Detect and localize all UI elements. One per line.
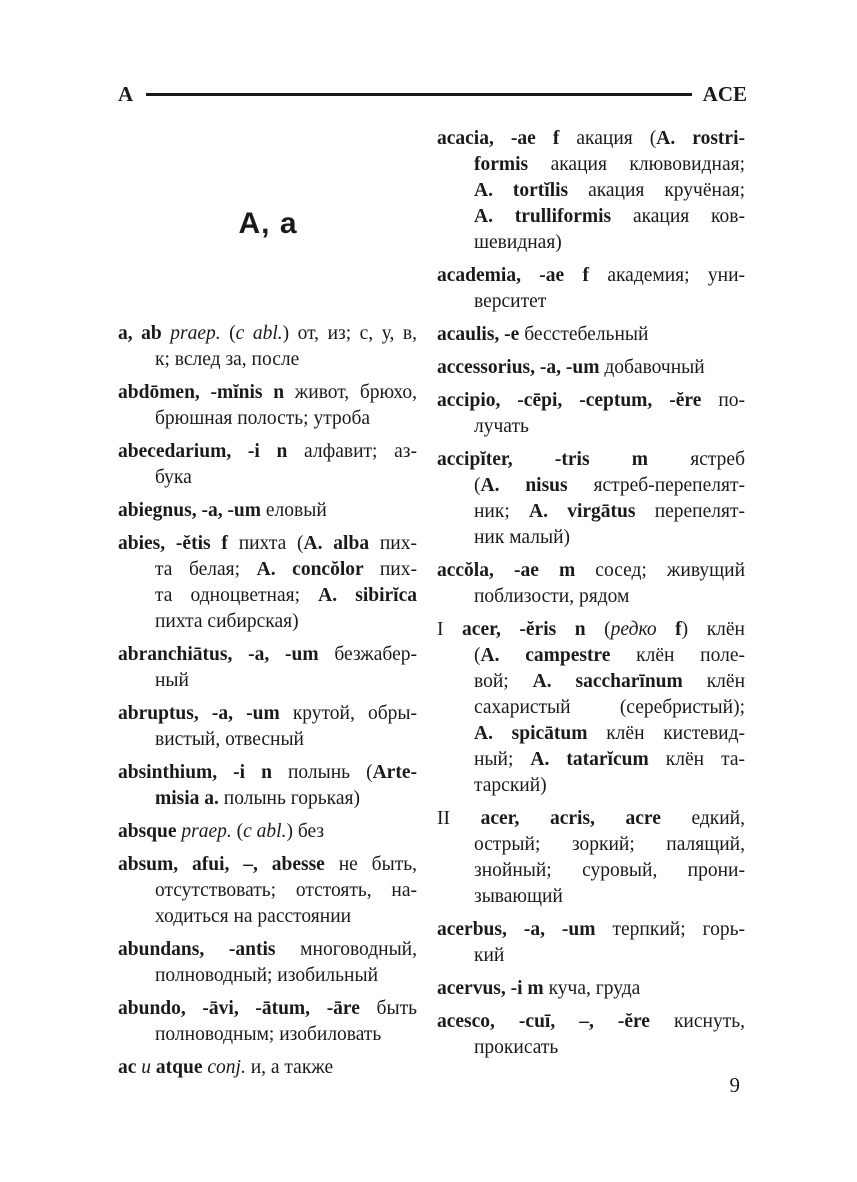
text-segment: misia a. [155, 788, 224, 809]
text-segment: abruptus, -a, -um [118, 703, 293, 724]
text-segment: I [437, 619, 463, 640]
text-segment: A. campestre [480, 645, 637, 666]
dictionary-entry [437, 917, 745, 969]
entry-line [437, 917, 745, 943]
text-segment: клён [706, 671, 745, 692]
entry-line [437, 1035, 745, 1061]
text-segment: acerbus, -a, -um [437, 919, 613, 940]
entry-line [437, 976, 745, 1002]
text-segment: abranchiātus, -a, -um [118, 644, 335, 665]
text-segment: живот, брюхо, [294, 382, 417, 403]
entry-line [437, 806, 745, 832]
text-segment: ( [604, 619, 611, 640]
text-segment: A. trulliformis [474, 206, 633, 227]
text-segment: полноводным; изобиловать [155, 1024, 382, 1045]
text-segment: к; вслед за, после [155, 349, 300, 370]
entry-line [118, 347, 417, 373]
text-segment: A. concŏlor [256, 559, 380, 580]
entry-line [118, 380, 417, 406]
text-segment: и, а также [245, 1057, 334, 1078]
text-segment: abdōmen, -mĭnis n [118, 382, 295, 403]
text-segment: academia, -ae f [437, 265, 608, 286]
dictionary-entry [437, 355, 745, 381]
dictionary-entry [118, 701, 417, 753]
text-segment: ник; [474, 501, 529, 522]
text-segment: полынь ( [287, 762, 373, 783]
dictionary-entry [118, 852, 417, 930]
text-segment: ) клён [681, 619, 745, 640]
text-segment: absinthium, -i n [118, 762, 288, 783]
text-segment: бесстебельный [524, 324, 649, 345]
text-segment: acer, -ĕris n [462, 619, 605, 640]
dictionary-entry [118, 760, 417, 812]
text-segment: и [141, 1057, 152, 1078]
text-segment: II [437, 808, 481, 829]
entry-line [437, 289, 745, 315]
text-segment: A. alba [303, 533, 380, 554]
text-segment: безжабер- [334, 644, 417, 665]
right-column [437, 126, 745, 1068]
right-entries [437, 126, 745, 1061]
header-left-letter: A [118, 82, 134, 106]
text-segment: acesco, -cuī, –, -ĕre [437, 1011, 674, 1032]
text-segment: та белая; [155, 559, 257, 580]
text-segment: клён кистевид- [606, 723, 745, 744]
entry-line [437, 617, 745, 643]
entry-line [118, 321, 417, 347]
entry-line [118, 878, 417, 904]
text-segment: шевидная) [474, 232, 562, 253]
text-segment: ) без [286, 821, 325, 842]
text-segment: лучать [474, 416, 529, 437]
entry-line [437, 178, 745, 204]
text-segment: сосед; живущий [595, 560, 746, 581]
text-segment: A. tatarĭcum [530, 749, 666, 770]
text-segment: зывающий [474, 886, 563, 907]
text-segment: акация клювовидная; [550, 154, 745, 175]
entry-line [118, 937, 417, 963]
text-segment: знойный; суровый, прони- [474, 860, 745, 881]
text-segment: акация ( [576, 128, 657, 149]
text-segment: едкий, [691, 808, 745, 829]
text-segment: быть [376, 998, 417, 1019]
entry-line [118, 786, 417, 812]
text-segment: atque [151, 1057, 208, 1078]
entry-line [437, 747, 745, 773]
entry-line [118, 1055, 417, 1081]
dictionary-entry [118, 380, 417, 432]
dictionary-entry [118, 1055, 417, 1081]
entry-line [437, 695, 745, 721]
running-header [118, 82, 747, 106]
text-segment: перепелят- [654, 501, 745, 522]
text-segment: не быть, [338, 854, 417, 875]
text-segment: praep. [181, 821, 232, 842]
entry-line [437, 447, 745, 473]
entry-line [437, 525, 745, 551]
text-segment: вой; [474, 671, 533, 692]
text-segment: бука [155, 467, 192, 488]
entry-line [118, 701, 417, 727]
entry-line [118, 819, 417, 845]
entry-line [118, 439, 417, 465]
entry-line [437, 414, 745, 440]
text-segment: ( [474, 645, 481, 666]
text-segment: accŏla, -ae m [437, 560, 596, 581]
text-segment: f [675, 619, 682, 640]
text-segment: accessorius, -a, -um [437, 357, 605, 378]
text-segment: conj. [207, 1057, 246, 1078]
text-segment: отсутствовать; отстоять, на- [155, 880, 417, 901]
entry-line [437, 204, 745, 230]
text-segment: A. tortĭlis [474, 180, 589, 201]
dictionary-entry [437, 388, 745, 440]
text-segment: терпкий; горь- [612, 919, 745, 940]
text-segment: куча, груда [548, 978, 641, 999]
text-segment: absum, afui, –, abesse [118, 854, 339, 875]
text-segment: acacia, -ae f [437, 128, 577, 149]
text-segment: добавочный [604, 357, 705, 378]
text-segment: та одноцветная; [155, 585, 319, 606]
dictionary-entry [118, 937, 417, 989]
entry-line [437, 499, 745, 525]
text-segment: вистый, отвесный [155, 729, 304, 750]
text-segment: пихта сибирская) [155, 611, 299, 632]
text-segment: сахаристый (серебристый); [474, 697, 745, 718]
text-segment: еловый [265, 500, 327, 521]
text-segment: A. saccharīnum [532, 671, 707, 692]
entry-line [118, 531, 417, 557]
text-segment: abies, -ĕtis f [118, 533, 239, 554]
dictionary-entry [118, 819, 417, 845]
text-segment: absque [118, 821, 182, 842]
entry-line [118, 406, 417, 432]
entry-line [118, 996, 417, 1022]
header-rule [146, 93, 691, 96]
entry-line [437, 858, 745, 884]
header-right-letters: ACE [702, 82, 747, 106]
text-segment: полынь горькая) [223, 788, 360, 809]
text-segment: ( [220, 323, 236, 344]
entry-line [437, 643, 745, 669]
entry-line [437, 884, 745, 910]
entry-line [437, 263, 745, 289]
entry-line [437, 152, 745, 178]
text-segment: пих- [379, 559, 417, 580]
entry-line [437, 388, 745, 414]
text-segment: ( [231, 821, 244, 842]
text-segment: киснуть, [673, 1011, 745, 1032]
text-segment: ac [118, 1057, 142, 1078]
text-segment: c abl. [243, 821, 287, 842]
text-segment [657, 619, 676, 640]
entry-line [437, 721, 745, 747]
dictionary-entry [437, 1009, 745, 1061]
entry-line [437, 473, 745, 499]
text-segment: редко [610, 619, 657, 640]
text-segment: c abl. [235, 323, 283, 344]
entry-line [437, 355, 745, 381]
text-segment: A. spicātum [474, 723, 607, 744]
text-segment: ходиться на расстоянии [155, 906, 352, 927]
text-segment: A. virgātus [529, 501, 655, 522]
entry-line [118, 609, 417, 635]
entry-line [437, 126, 745, 152]
text-segment: abiegnus, -a, -um [118, 500, 266, 521]
text-segment: A. nisus [480, 475, 594, 496]
text-segment: ный [155, 670, 189, 691]
page-number: 9 [729, 1073, 740, 1097]
entry-line [118, 1022, 417, 1048]
dictionary-entry [437, 558, 745, 610]
text-segment: a, ab [118, 323, 171, 344]
text-segment: Arte- [372, 762, 417, 783]
text-segment: ( [474, 475, 481, 496]
text-segment: ястреб-перепелят- [593, 475, 745, 496]
dictionary-entry [118, 531, 417, 635]
dictionary-entry [118, 642, 417, 694]
entry-line [437, 669, 745, 695]
text-segment: прокисать [474, 1037, 559, 1058]
dictionary-entry [437, 447, 745, 551]
text-segment: острый; зоркий; палящий, [474, 834, 745, 855]
entry-line [118, 642, 417, 668]
entry-line [118, 852, 417, 878]
text-segment: акация ков- [632, 206, 745, 227]
entry-line [437, 584, 745, 610]
text-segment: accipio, -cēpi, -ceptum, -ĕre [437, 390, 719, 411]
text-segment: многоводный, [300, 939, 417, 960]
text-segment: ный; [474, 749, 531, 770]
text-segment: praep. [170, 323, 221, 344]
text-segment: крутой, обры- [292, 703, 417, 724]
entry-line [118, 583, 417, 609]
text-segment: acaulis, -e [437, 324, 525, 345]
dictionary-entry [118, 996, 417, 1048]
text-segment: кий [474, 945, 505, 966]
entry-line [437, 832, 745, 858]
entry-line [118, 760, 417, 786]
dictionary-entry [437, 263, 745, 315]
text-segment: A. rostri- [656, 128, 745, 149]
text-segment: abundo, -āvi, -ātum, -āre [118, 998, 377, 1019]
text-segment: abundans, -antis [118, 939, 301, 960]
dictionary-entry [437, 617, 745, 799]
text-segment: abecedarium, -i n [118, 441, 305, 462]
left-entries [118, 321, 417, 1081]
entry-line [118, 465, 417, 491]
entry-line [437, 322, 745, 348]
text-segment: пих- [379, 533, 417, 554]
text-segment: по- [718, 390, 745, 411]
dictionary-entry [437, 806, 745, 910]
dictionary-entry [118, 439, 417, 491]
text-segment: верситет [474, 291, 547, 312]
left-column [118, 321, 417, 1088]
entry-line [118, 904, 417, 930]
text-segment: accipĭter, -tris m [437, 449, 691, 470]
text-segment: formis [474, 154, 551, 175]
entry-line [437, 230, 745, 256]
text-segment: поблизости, рядом [474, 586, 630, 607]
dictionary-entry [437, 322, 745, 348]
text-segment: ястреб [690, 449, 745, 470]
text-segment: брюшная полость; утроба [155, 408, 371, 429]
entry-line [118, 727, 417, 753]
text-segment: пихта ( [238, 533, 304, 554]
text-segment: алфавит; аз- [304, 441, 418, 462]
dictionary-entry [118, 321, 417, 373]
entry-line [437, 943, 745, 969]
text-segment: тарский) [474, 775, 547, 796]
entry-line [437, 558, 745, 584]
text-segment: академия; уни- [607, 265, 745, 286]
entry-line [118, 668, 417, 694]
text-segment: A. sibirĭca [318, 585, 417, 606]
entry-line [118, 498, 417, 524]
text-segment: клён поле- [636, 645, 745, 666]
text-segment: ник малый) [474, 527, 571, 548]
text-segment: акация кручёная; [588, 180, 745, 201]
text-segment: клён та- [665, 749, 745, 770]
entry-line [437, 773, 745, 799]
section-heading: A, a [238, 207, 298, 240]
dictionary-entry [437, 126, 745, 256]
text-segment: acer, acris, acre [480, 808, 692, 829]
dictionary-entry [118, 498, 417, 524]
dictionary-entry [437, 976, 745, 1002]
text-segment: ) от, из; с, у, в, [282, 323, 417, 344]
entry-line [118, 963, 417, 989]
entry-line [118, 557, 417, 583]
text-segment: полноводный; изобильный [155, 965, 379, 986]
text-segment: acervus, -i m [437, 978, 549, 999]
entry-line [437, 1009, 745, 1035]
